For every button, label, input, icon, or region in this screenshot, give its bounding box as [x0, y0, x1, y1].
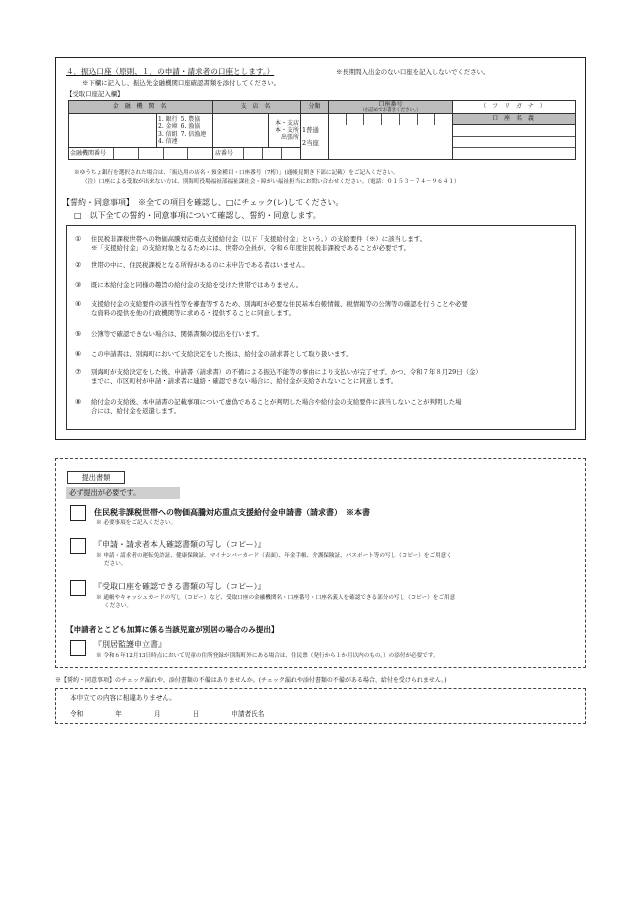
- bank-kind-options[interactable]: 1. 銀行 2. 金庫 3. 信組 4. 信連 5. 農協 6. 漁協 7. 信漁連: [157, 114, 213, 148]
- date-year[interactable]: 年: [115, 710, 122, 718]
- bank-code-field[interactable]: [69, 148, 213, 160]
- bank-account-section: [55, 57, 586, 440]
- bank-code-label: 金融機関番号: [70, 149, 107, 157]
- documents-tag: 提出書類: [67, 471, 125, 484]
- holder-header: 口 座 名 義: [453, 114, 576, 125]
- bank-name-field[interactable]: [69, 114, 157, 148]
- branch-kind-options[interactable]: 本・支店 本・支所 出張所: [269, 114, 301, 148]
- doc-note: ※ 通帳やキャッシュカードの写し（コピー）など、受取口座の金融機関名・口座番号・口座名義人を確認できる部分の写し（コピー）をご用意 ください。: [96, 595, 456, 610]
- date-era: 令和: [70, 710, 84, 718]
- account-number-field[interactable]: [329, 114, 453, 160]
- receive-account-label: 【受取口座記入欄】: [66, 90, 124, 98]
- kana-header: （ フ リ ガ ナ ）: [453, 101, 576, 114]
- pledge-item: ⑥ この申請書は、別海町において支給決定をした後は、給付金の請求書として取り扱います。: [75, 350, 353, 358]
- doc-title-id: 『申請・請求者本人確認書類の写し（コピー）』: [94, 540, 266, 549]
- declaration-text: 本申立ての内容に相違ありません。: [70, 694, 176, 702]
- required-label: 必ず提出が必要です。: [66, 487, 180, 499]
- type-header: 分類: [301, 101, 329, 114]
- account-number-header: 口座番号 （右詰めでお書きください。）: [329, 101, 453, 114]
- pledge-agree-checkbox[interactable]: □ 以下全ての誓約・同意事項について確認し、誓約・同意します。: [74, 211, 321, 220]
- doc-checkbox-application[interactable]: [70, 505, 86, 521]
- date-and-name-line: [70, 710, 294, 718]
- date-month[interactable]: 月: [154, 710, 161, 718]
- pledge-item: ⑦ 別海町が支給決定をした後、申請書（請求書）の不備による振込不能等の事由により支払いが完了せず、かつ、令和７年８月29日（金） までに、市区町村が申請・請求者に連絡・確認できない場合に、給付金が支給されないことに同意します。: [75, 368, 482, 386]
- doc-checkbox-account[interactable]: [70, 580, 86, 596]
- holder-name-field[interactable]: [453, 125, 576, 160]
- branch-code-field[interactable]: [213, 148, 301, 160]
- submission-documents-section: [55, 458, 586, 668]
- branch-name-field[interactable]: [213, 114, 269, 148]
- pledge-item: ⑤ 公簿等で確認できない場合は、関係書類の提出を行います。: [75, 330, 264, 338]
- branch-code-label: 店番号: [215, 149, 234, 157]
- doc-title-custody: 『別居監護申立書』: [94, 640, 166, 649]
- doc-note: ※ 必要事項をご記入ください。: [96, 520, 177, 526]
- doc-checkbox-custody[interactable]: [70, 640, 86, 656]
- account-type-options[interactable]: 1普通 2当座: [301, 114, 329, 160]
- account-table: [68, 100, 576, 160]
- applicant-name[interactable]: 申請者氏名: [231, 710, 265, 718]
- date-day[interactable]: 日: [192, 710, 200, 718]
- branch-name-header: 支 店 名: [213, 101, 301, 114]
- child-separate-heading: 【申請者とこども加算に係る当該児童が別居の場合のみ提出】: [66, 625, 279, 634]
- doc-checkbox-id[interactable]: [70, 538, 86, 554]
- section4-title: ４．振込口座（原則、１．の申請・請求者の口座とします。）: [66, 67, 275, 76]
- doc-note: ※ 令和６年12月13日時点において児童の住所登録が別海町外にある場合は、住民票（発行から１か月以内のもの。）の添付が必要です。: [96, 653, 439, 659]
- account-number-digits: [329, 114, 452, 159]
- declaration-box: [55, 688, 586, 724]
- pledge-item: ④ 支援給付金の支給要件の該当性等を審査等するため、別海町が必要な住民基本台帳情報、税情報等の公簿等の確認を行うことや必要 な資料の提供を他の行政機関等に求める・提供することに同意します。: [75, 300, 468, 318]
- pledge-item: ① 住民税非課税世帯への物価高騰対応重点支援給付金（以下「支援給付金」という。）の支給要件（※）に該当します。 ※「支援給付金」の支給対象となるためには、世帯の全員が、令和６年度住民税非課税であることが必要です。: [75, 235, 426, 253]
- pledge-item: ③ 既に本給付金と同様の趣旨の給付金の支給を受けた世帯ではありません。: [75, 281, 303, 289]
- final-warning: ※【誓約・同意事項】のチェック漏れや、添付書類の不備はありませんか。(チェック漏れや添付書類の不備がある場合、給付を受けられません。): [55, 677, 447, 684]
- pledge-item: ② 世帯の中に、住民税課税となる所得があるのに未申告である者はいません。: [75, 261, 309, 269]
- pledge-heading: 【誓約・同意事項】 ※全ての項目を確認し、□にチェック(レ)してください。: [62, 198, 344, 207]
- doc-note: ※ 申請・請求者の運転免許証、健康保険証、マイナンバーカード（表面）、年金手帳、介護保険証、パスポート等の写し（コピー）をご用意く ださい。: [96, 553, 452, 568]
- bank-name-header: 金 融 機 関 名: [69, 101, 213, 114]
- pledge-item: ⑧ 給付金の支給後、本申請書の記載事項について虚偽であることが判明した場合や給付金の支給要件に該当しないことが判明した場 合には、給付金を返還します。: [75, 398, 462, 416]
- section4-sub: ※下欄に記入し、振込先金融機関口座確認書類を添付してください。: [82, 79, 281, 87]
- section4-note: ※長期間入出金のない口座を記入しないでください。: [336, 68, 490, 76]
- doc-title-account: 『受取口座を確認できる書類の写し（コピー）』: [94, 582, 266, 591]
- yucho-note: ※ゆうちょ銀行を選択された場合は、「振込用の店名・預金種目・口座番号（7桁）」(通帳見開き下部に記載）をご記入ください。: [74, 170, 399, 176]
- pledge-items-box: [66, 225, 576, 430]
- contact-note: （注）口座による受取が出来ない方は、別海町役場福祉部福祉課社会・障がい福祉担当にお問い合わせください。（電話：０１５３－７４－９６４１）: [82, 179, 460, 185]
- doc-title-application: 住民税非課税世帯への物価高騰対応重点支援給付金申請書（請求書） ※本書: [94, 507, 370, 517]
